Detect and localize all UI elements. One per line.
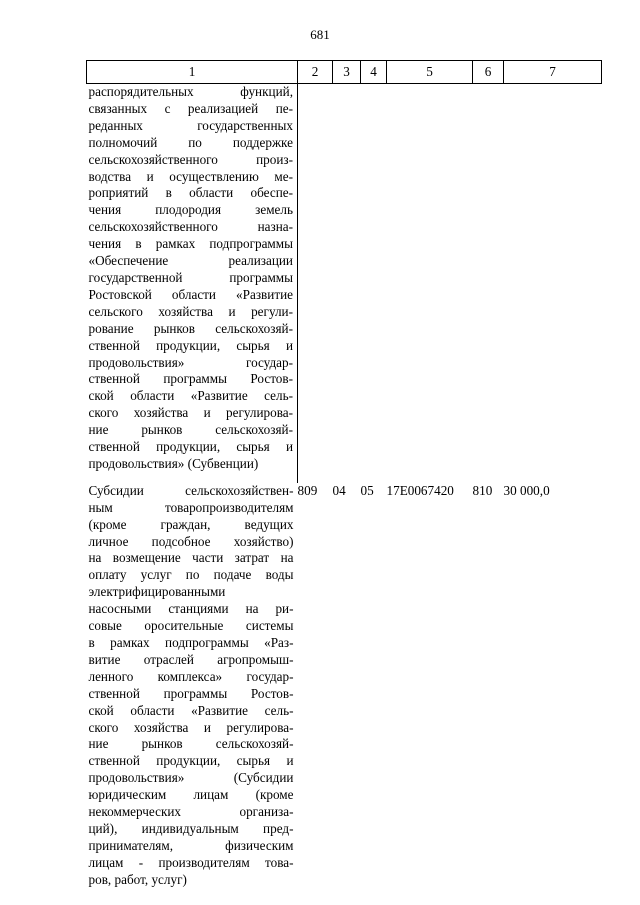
- description-line: ственной программы Ростов-: [88, 371, 293, 387]
- cell-target-article: 17Е0067420: [386, 482, 454, 498]
- description-line: ской области «Развитие сель-: [88, 702, 294, 718]
- cell-expense-type: [473, 84, 504, 483]
- description-line: на возмещение части затрат на: [88, 550, 294, 566]
- header-col-6: 6: [473, 61, 504, 84]
- description-line: чения плодородия земель: [88, 202, 293, 218]
- description-line: роприятий в области обеспе-: [88, 185, 293, 201]
- description-line: распорядительных функций,: [88, 84, 293, 99]
- description-line: ственной продукции, сырья и: [88, 439, 293, 455]
- description-line: сельского хозяйства и регули-: [88, 303, 293, 319]
- description-line: сельскохозяйственного произ-: [88, 151, 293, 167]
- cell-subsection: 05: [360, 482, 374, 498]
- cell-admin-code: 809: [297, 482, 318, 498]
- cell-subsection: [361, 84, 387, 483]
- header-row: [87, 61, 602, 84]
- description-line: ленного комплекса» государ-: [88, 668, 294, 684]
- header-col-5: 5: [387, 61, 473, 84]
- description-line: Субсидии сельскохозяйствен-: [88, 482, 294, 498]
- description-line: ров, работ, услуг): [88, 871, 187, 887]
- table-row: [87, 84, 602, 483]
- cell-admin-code: [298, 84, 333, 483]
- page-number: 681: [310, 27, 330, 42]
- description-line: сельскохозяйственного назна-: [88, 219, 293, 235]
- description-line: оплату услуг по подаче воды: [88, 567, 294, 583]
- header-col-3: 3: [333, 61, 361, 84]
- description-line: продовольствия» государ-: [88, 354, 293, 370]
- description-line: рование рынков сельскохозяй-: [88, 320, 293, 336]
- description-line: водства и осуществлению ме-: [88, 168, 293, 184]
- description-line: (кроме граждан, ведущих: [88, 516, 294, 532]
- header-col-4: 4: [361, 61, 387, 84]
- description-line: личное подсобное хозяйство): [88, 533, 294, 549]
- description-line: Ростовской области «Развитие: [88, 286, 293, 302]
- cell-amount: 30 000,0: [503, 482, 550, 498]
- description-line: реданных государственных: [88, 117, 293, 133]
- description-line: ственной программы Ростов-: [88, 685, 294, 701]
- row-description: [87, 483, 298, 899]
- cell-section: [333, 84, 361, 483]
- description-line: ской области «Развитие сель-: [88, 388, 293, 404]
- description-line: ций), индивидуальным пред-: [88, 820, 294, 836]
- description-line: ние рынков сельскохозяй-: [88, 736, 294, 752]
- description-line: принимателям, физическим: [88, 837, 294, 853]
- description-line: продовольствия» (Субвенции): [88, 455, 259, 471]
- row-description: [87, 84, 298, 483]
- header-col-7: 7: [504, 61, 602, 84]
- budget-table: [86, 60, 602, 899]
- description-line: «Обеспечение реализации: [88, 253, 293, 269]
- description-line: государственной программы: [88, 269, 293, 285]
- description-line: полномочий по поддержке: [88, 134, 293, 150]
- description-line: некоммерческих организа-: [88, 804, 294, 820]
- description-line: ского хозяйства и регулирова-: [88, 719, 294, 735]
- description-line: ние рынков сельскохозяй-: [88, 422, 293, 438]
- cell-target-article: [387, 84, 473, 483]
- cell-expense-type: 810: [472, 482, 493, 498]
- description-line: совые оросительные системы: [88, 618, 294, 634]
- description-line: лицам - производителям това-: [88, 854, 294, 870]
- description-line: насосными станциями на ри-: [88, 601, 294, 617]
- table-row: [87, 483, 602, 899]
- header-col-1: 1: [87, 61, 298, 84]
- description-line: ского хозяйства и регулирова-: [88, 405, 293, 421]
- description-line: витие отраслей агропромыш-: [88, 651, 294, 667]
- description-line: ственной продукции, сырья и: [88, 753, 294, 769]
- description-line: продовольствия» (Субсидии: [88, 770, 294, 786]
- description-line: чения в рамках подпрограммы: [88, 236, 293, 252]
- header-col-2: 2: [298, 61, 333, 84]
- description-line: юридическим лицам (кроме: [88, 787, 294, 803]
- cell-section: 04: [332, 482, 346, 498]
- description-line: в рамках подпрограммы «Раз-: [88, 635, 294, 650]
- cell-amount: [504, 84, 602, 483]
- description-line: электрифицированными: [88, 584, 226, 600]
- description-line: ственной продукции, сырья и: [88, 337, 293, 353]
- description-line: ным товаропроизводителям: [88, 499, 294, 515]
- description-line: связанных с реализацией пе-: [88, 100, 293, 116]
